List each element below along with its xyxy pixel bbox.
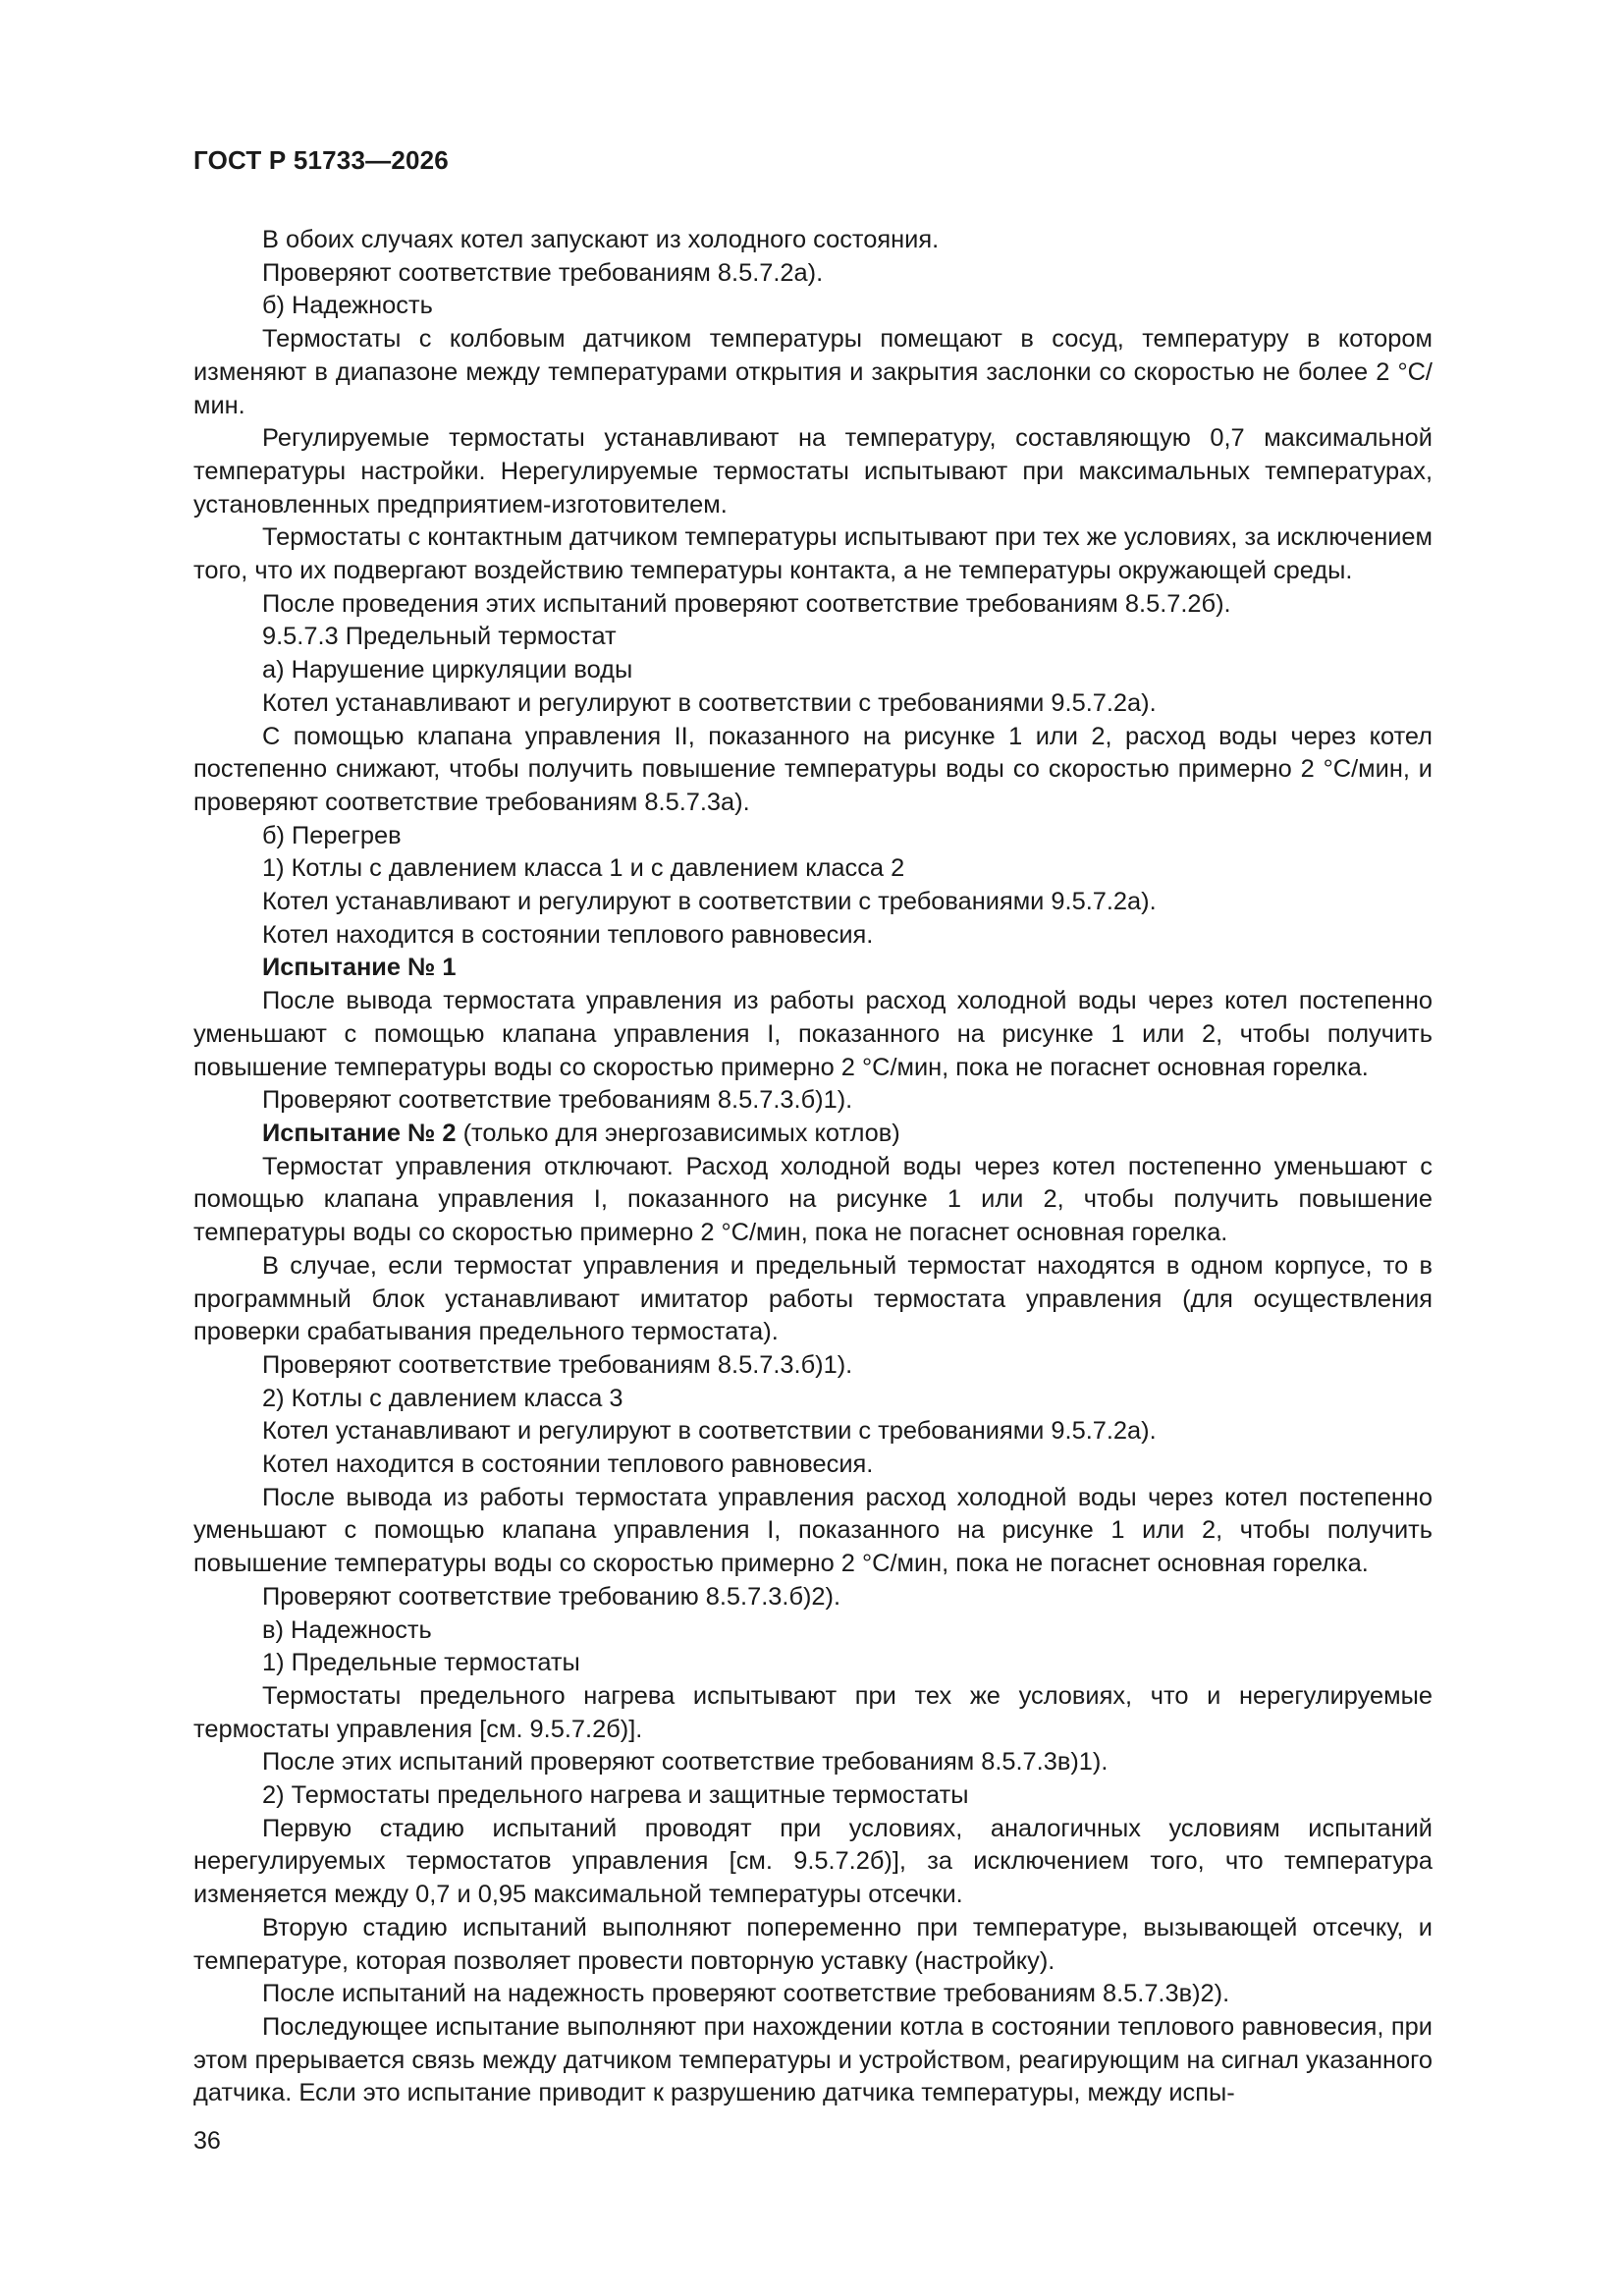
paragraph: Котел устанавливают и регулируют в соответствии с требованиями 9.5.7.2а). — [262, 1417, 1157, 1446]
paragraph: Проверяют соответствие требованию 8.5.7.3.б)2). — [262, 1582, 841, 1611]
paragraph: После вывода термостата управления из работы расход холодной воды через котел постепенно уменьшают с помощью клапана управления I, показанного на рисунке 1 или 2, чтобы получить повышение температуры воды со скоростью примерно 2 °С/мин, пока не погаснет основная горелка. — [193, 987, 1433, 1081]
paragraph: Термостаты с колбовым датчиком температуры помещают в сосуд, температуру в котором изменяют в диапазоне между температурами открытия и закрытия заслонки со скоростью не более 2 °С/мин. — [193, 325, 1433, 419]
list-item-heading: 2) Котлы с давлением класса 3 — [262, 1384, 623, 1412]
paragraph: Котел устанавливают и регулируют в соответствии с требованиями 9.5.7.2а). — [262, 888, 1157, 916]
page-number: 36 — [193, 2127, 221, 2155]
paragraph: Термостаты предельного нагрева испытывают при тех же условиях, что и нерегулируемые термостаты управления [см. 9.5.7.2б)]. — [193, 1681, 1433, 1743]
test-2-heading-line — [193, 1118, 1433, 1151]
paragraph: Котел находится в состоянии теплового равновесия. — [262, 1450, 874, 1479]
subsection-heading: а) Нарушение циркуляции воды — [262, 656, 633, 684]
paragraph: Регулируемые термостаты устанавливают на температуру, составляющую 0,7 максимальной температуры настройки. Нерегулируемые термостаты испытывают при максимальных температурах, установленных предприятием-изготовителем. — [193, 424, 1433, 519]
document-header: ГОСТ Р 51733—2026 — [193, 145, 449, 175]
list-item-heading: 2) Термостаты предельного нагрева и защитные термостаты — [262, 1781, 969, 1810]
paragraph: Проверяют соответствие требованиям 8.5.7.2а). — [262, 258, 824, 287]
paragraph: Проверяют соответствие требованиям 8.5.7.3.б)1). — [262, 1350, 853, 1379]
paragraph: Котел находится в состоянии теплового равновесия. — [262, 920, 874, 949]
paragraph: После этих испытаний проверяют соответствие требованиям 8.5.7.3в)1). — [262, 1748, 1109, 1777]
list-item-heading: 1) Предельные термостаты — [262, 1649, 580, 1677]
subsection-heading: б) Надежность — [262, 292, 433, 320]
paragraph: Термостат управления отключают. Расход холодной воды через котел постепенно уменьшают с помощью клапана управления I, показанного на рисунке 1 или 2, чтобы получить повышение температуры воды со скоростью примерно 2 °С/мин, пока не погаснет основная горелка. — [193, 1152, 1433, 1247]
paragraph: Котел устанавливают и регулируют в соответствии с требованиями 9.5.7.2а). — [262, 688, 1157, 717]
paragraph: Последующее испытание выполняют при нахождении котла в состоянии теплового равновесия, при этом прерывается связь между датчиком температуры и устройством, реагирующим на сигнал указанного датчика. Если это испытание приводит к разрушению датчика температуры, между испы- — [193, 2012, 1433, 2107]
subsection-heading: б) Перегрев — [262, 821, 402, 849]
test-1-heading: Испытание № 1 — [262, 954, 457, 982]
paragraph: После испытаний на надежность проверяют соответствие требованиям 8.5.7.3в)2). — [262, 1980, 1230, 2008]
section-heading: 9.5.7.3 Предельный термостат — [262, 623, 617, 651]
paragraph: В обоих случаях котел запускают из холодного состояния. — [262, 226, 940, 253]
document-body — [193, 224, 1433, 2110]
paragraph: В случае, если термостат управления и предельный термостат находятся в одном корпусе, то в программный блок устанавливают имитатор работы термостата управления (для осуществления проверки срабатывания предельного термостата). — [193, 1251, 1433, 1346]
paragraph: Первую стадию испытаний проводят при условиях, аналогичных условиям испытаний нерегулируемых термостатов управления [см. 9.5.7.2б)], за исключением того, что температура изменяется между 0,7 и 0,95 максимальной температуры отсечки. — [193, 1814, 1433, 1909]
paragraph: После вывода из работы термостата управления расход холодной воды через котел постепенно уменьшают с помощью клапана управления I, показанного на рисунке 1 или 2, чтобы получить повышение температуры воды со скоростью примерно 2 °С/мин, пока не погаснет основная горелка. — [193, 1483, 1433, 1578]
list-item-heading: 1) Котлы с давлением класса 1 и с давлением класса 2 — [262, 854, 905, 883]
paragraph: Вторую стадию испытаний выполняют попеременно при температуре, вызывающей отсечку, и температуре, которая позволяет провести повторную уставку (настройку). — [193, 1913, 1433, 1975]
test-2-heading-note: (только для энергозависимых котлов) — [456, 1119, 900, 1147]
test-1-heading-line — [193, 952, 1433, 985]
paragraph: Термостаты с контактным датчиком температуры испытывают при тех же условиях, за исключением того, что их подвергают воздействию температуры контакта, а не температуры окружающей среды. — [193, 523, 1433, 585]
paragraph: С помощью клапана управления II, показанного на рисунке 1 или 2, расход воды через котел постепенно снижают, чтобы получить повышение температуры воды со скоростью примерно 2 °С/мин, и проверяют соответствие требованиям 8.5.7.3а). — [193, 722, 1433, 816]
test-2-heading: Испытание № 2 — [262, 1119, 457, 1147]
paragraph: После проведения этих испытаний проверяют соответствие требованиям 8.5.7.2б). — [262, 589, 1231, 618]
paragraph: Проверяют соответствие требованиям 8.5.7.3.б)1). — [262, 1086, 853, 1115]
subsection-heading: в) Надежность — [262, 1615, 432, 1644]
